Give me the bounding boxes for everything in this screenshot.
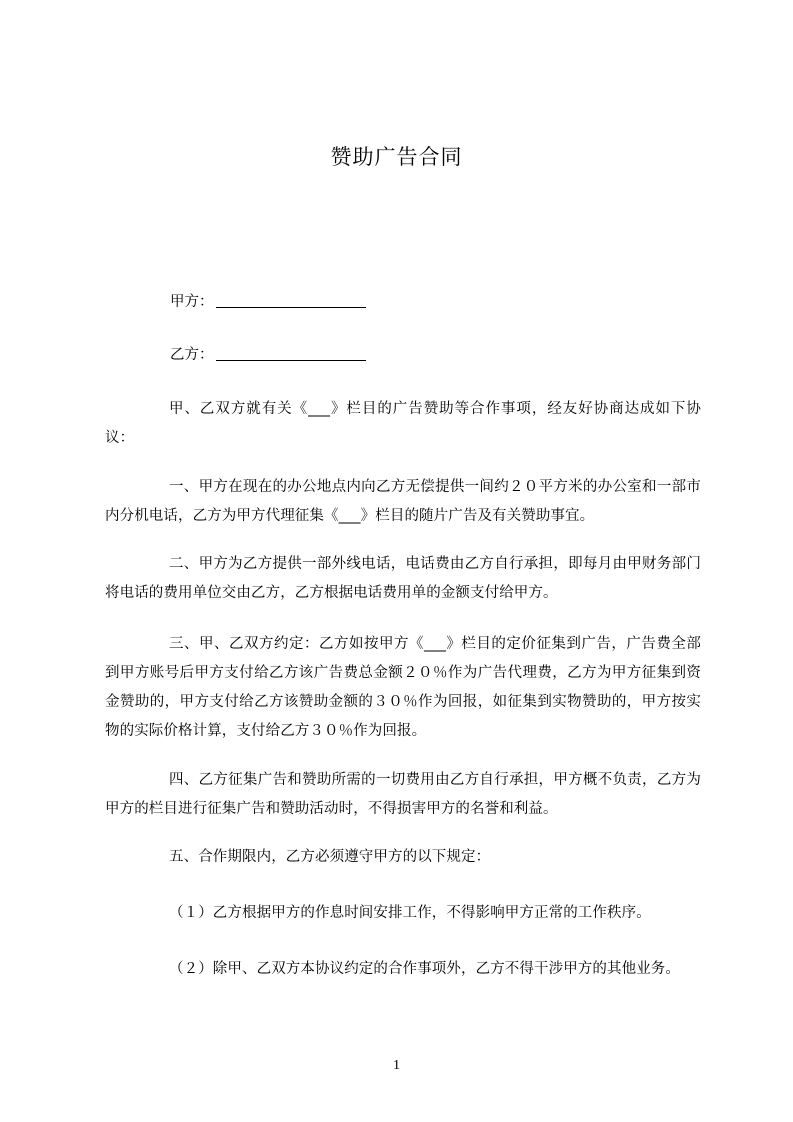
party-a-field: [170, 291, 366, 312]
party-b-blank-line: [216, 344, 366, 361]
paragraph-clause-1: 一、甲方在现在的办公地点内向乙方无偿提供一间约２０平方米的办公室和一部市内分机电话，乙方为甲方代理征集《___》栏目的随片广告及有关赞助事宜。: [105, 479, 701, 524]
paragraph-rule-1: （１）乙方根据甲方的作息时间安排工作，不得影响甲方正常的工作秩序。: [169, 905, 651, 921]
party-b-field: [170, 344, 366, 365]
paragraph-clause-4: 四、乙方征集广告和赞助所需的一切费用由乙方自行承担，甲方概不负责，乙方为甲方的栏目进行征集广告和赞助活动时，不得损害甲方的名誉和利益。: [105, 772, 701, 817]
paragraph-intro: 甲、乙双方就有关《___》栏目的广告赞助等合作事项，经友好协商达成如下协议：: [105, 401, 701, 446]
document-title: 赞助广告合同: [330, 145, 463, 169]
paragraph-rule-2: （２）除甲、乙双方本协议约定的合作事项外，乙方不得干涉甲方的其他业务。: [169, 961, 680, 977]
paragraph-clause-3: 三、甲、乙双方约定：乙方如按甲方《___》栏目的定价征集到广告，广告费全部到甲方账号后甲方支付给乙方该广告费总金额２０％作为广告代理费，乙方为甲方征集到资金赞助的，甲方支付给乙方该赞助金额的３０％作为回报，如征集到实物赞助的，甲方按实物的实际价格计算，支付给乙方３０％作为回报。: [105, 636, 701, 739]
party-a-blank-line: [216, 291, 366, 308]
page-number: 1: [393, 1058, 400, 1073]
party-b-label: 乙方：: [170, 347, 214, 363]
paragraph-clause-5: 五、合作期限内，乙方必须遵守甲方的以下规定：: [169, 849, 491, 865]
paragraph-clause-2: 二、甲方为乙方提供一部外线电话，电话费由乙方自行承担，即每月由甲财务部门将电话的费用单位交由乙方，乙方根据电话费用单的金额支付给甲方。: [105, 556, 701, 601]
party-a-label: 甲方：: [170, 294, 214, 310]
